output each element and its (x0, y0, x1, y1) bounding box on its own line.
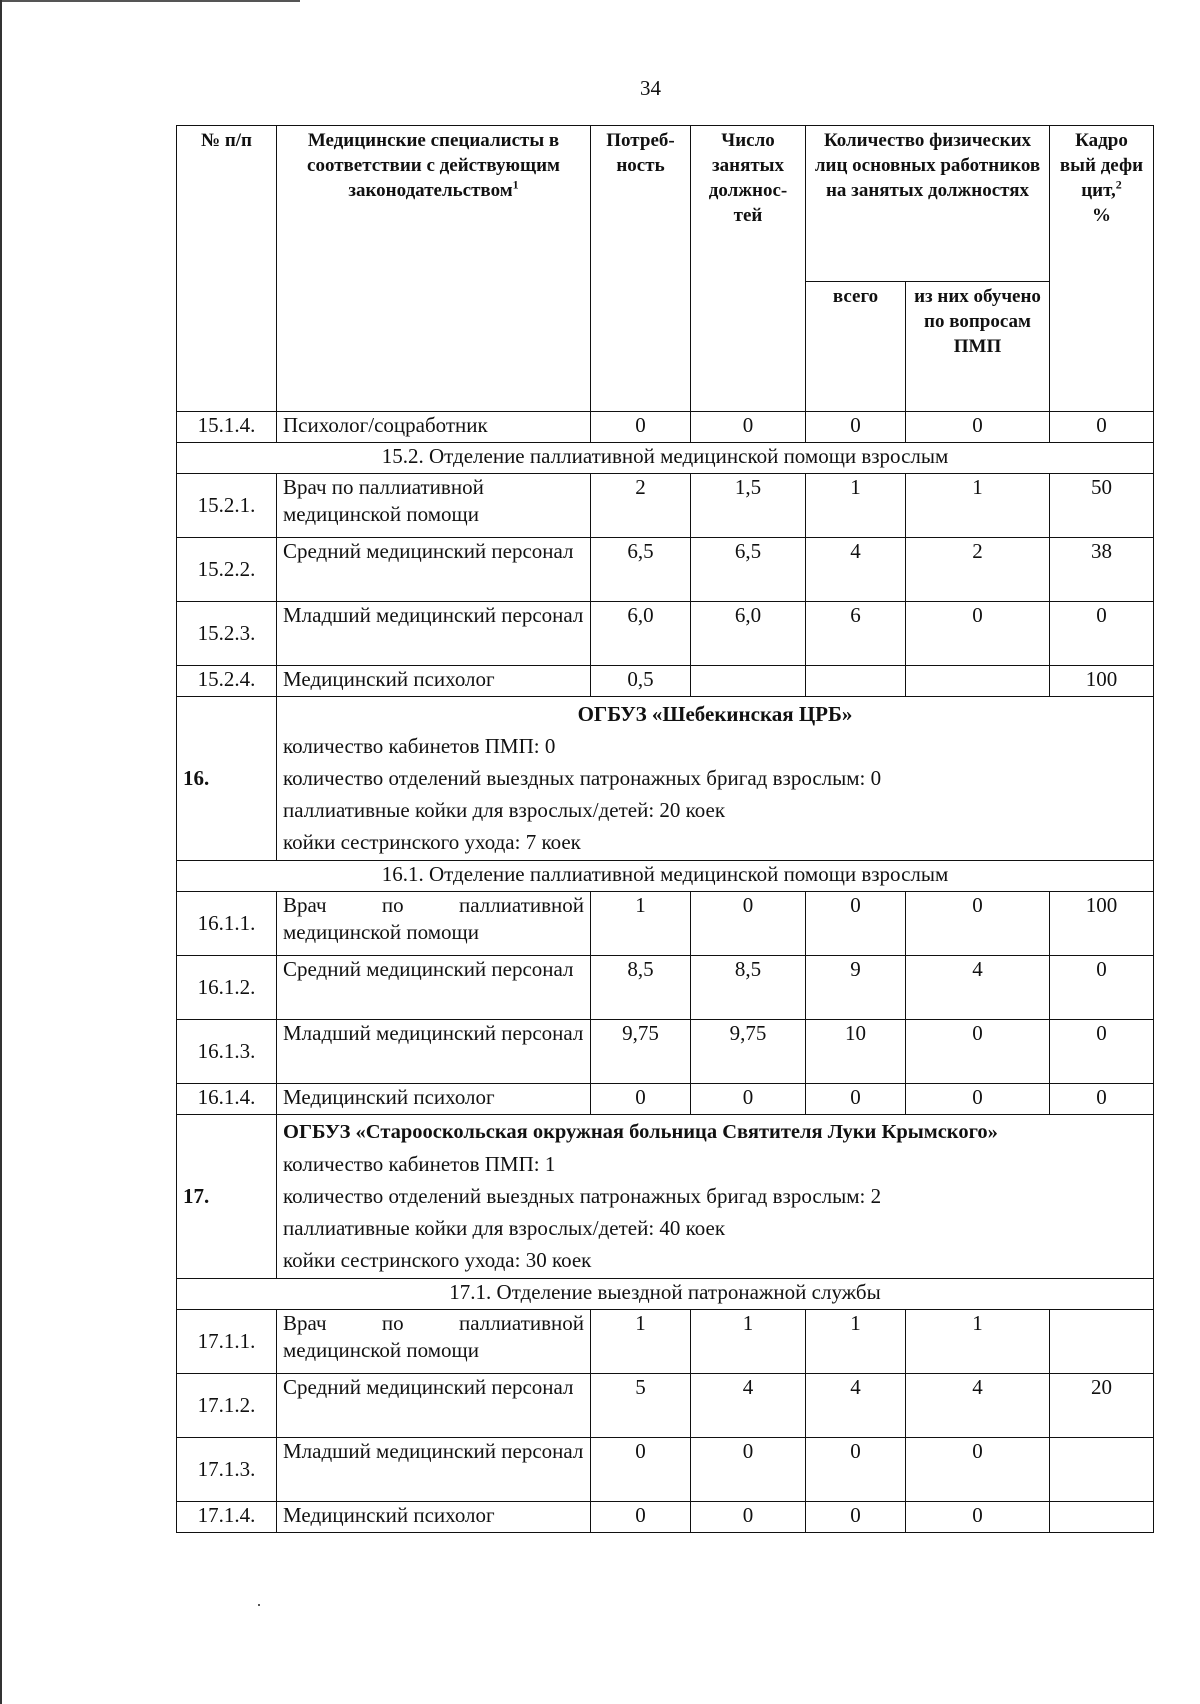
row-num: 16.1.2. (177, 956, 277, 1020)
row-specialist: Медицинский психолог (277, 1084, 591, 1115)
page-number: 34 (640, 76, 661, 100)
header-deficit-text: Кадро вый дефи цит, (1059, 130, 1144, 201)
section-row (177, 861, 1154, 892)
row-total: 9 (806, 956, 906, 1020)
organization-line: койки сестринского ухода: 7 коек (283, 830, 581, 854)
scan-speck (258, 1604, 260, 1606)
row-need: 0 (591, 412, 691, 443)
row-total: 4 (806, 1374, 906, 1438)
row-trained: 0 (906, 1084, 1050, 1115)
scan-edge-top (0, 0, 300, 2)
row-total: 0 (806, 892, 906, 956)
organization-title: ОГБУЗ «Шебекинская ЦРБ» (577, 702, 853, 726)
row-occupied: 0 (691, 892, 806, 956)
row-need: 8,5 (591, 956, 691, 1020)
organization-num: 17. (177, 1115, 277, 1279)
row-trained: 1 (906, 1310, 1050, 1374)
row-occupied: 8,5 (691, 956, 806, 1020)
row-total: 0 (806, 1502, 906, 1533)
organization-row (177, 1115, 1154, 1279)
row-num: 17.1.1. (177, 1310, 277, 1374)
header-deficit-unit: % (1092, 205, 1111, 226)
row-need: 0 (591, 1438, 691, 1502)
row-num: 16.1.1. (177, 892, 277, 956)
header-trained: из них обучено по вопросам ПМП (906, 282, 1050, 412)
row-specialist: Младший медицинский персонал (277, 602, 591, 666)
row-need: 6,0 (591, 602, 691, 666)
row-need: 0 (591, 1502, 691, 1533)
footnote-1-mark: 1 (512, 177, 519, 192)
organization-row (177, 697, 1154, 861)
row-specialist: Врач по паллиативной медицинской помощи (277, 892, 591, 956)
row-need: 2 (591, 474, 691, 538)
row-occupied: 1,5 (691, 474, 806, 538)
header-people: Количество физических лиц основных работников на занятых должностях (806, 126, 1050, 282)
row-deficit: 0 (1050, 602, 1154, 666)
organization-line: паллиативные койки для взрослых/детей: 20 коек (283, 798, 726, 822)
row-deficit: 0 (1050, 412, 1154, 443)
row-num: 17.1.3. (177, 1438, 277, 1502)
row-num: 15.1.4. (177, 412, 277, 443)
row-occupied: 9,75 (691, 1020, 806, 1084)
row-specialist: Медицинский психолог (277, 666, 591, 697)
table-row (177, 1020, 1154, 1084)
row-need: 1 (591, 1310, 691, 1374)
row-specialist: Средний медицинский персонал (277, 1374, 591, 1438)
row-specialist: Врач по паллиативной медицинской помощи (277, 474, 591, 538)
organization-line: количество отделений выездных патронажных бригад взрослым: 2 (283, 1184, 882, 1208)
scan-edge-left (0, 0, 2, 1704)
row-total (806, 666, 906, 697)
table-row (177, 1310, 1154, 1374)
row-num: 15.2.2. (177, 538, 277, 602)
organization-line: количество кабинетов ПМП: 1 (283, 1152, 556, 1176)
row-total: 1 (806, 474, 906, 538)
row-need: 6,5 (591, 538, 691, 602)
table-row (177, 1084, 1154, 1115)
row-occupied: 0 (691, 1502, 806, 1533)
row-num: 17.1.4. (177, 1502, 277, 1533)
row-specialist: Средний медицинский персонал (277, 538, 591, 602)
table-row (177, 538, 1154, 602)
header-total: всего (806, 282, 906, 412)
row-trained: 0 (906, 1502, 1050, 1533)
row-trained: 0 (906, 1020, 1050, 1084)
row-need: 0,5 (591, 666, 691, 697)
row-num: 15.2.4. (177, 666, 277, 697)
row-occupied: 6,0 (691, 602, 806, 666)
organization-line: количество отделений выездных патронажных бригад взрослым: 0 (283, 766, 882, 790)
row-total: 0 (806, 1438, 906, 1502)
table-row (177, 412, 1154, 443)
row-trained: 0 (906, 602, 1050, 666)
row-trained: 0 (906, 1438, 1050, 1502)
row-occupied: 1 (691, 1310, 806, 1374)
row-trained: 0 (906, 412, 1050, 443)
organization-line: паллиативные койки для взрослых/детей: 40 коек (283, 1216, 726, 1240)
table-row (177, 602, 1154, 666)
row-need: 9,75 (591, 1020, 691, 1084)
row-num: 17.1.2. (177, 1374, 277, 1438)
row-specialist: Младший медицинский персонал (277, 1020, 591, 1084)
row-total: 1 (806, 1310, 906, 1374)
header-deficit (1050, 126, 1154, 412)
organization-info (277, 1115, 1154, 1279)
table-row (177, 1438, 1154, 1502)
organization-info (277, 697, 1154, 861)
organization-title: ОГБУЗ «Старооскольская окружная больница Святителя Луки Крымского» (283, 1121, 998, 1143)
staffing-table (176, 125, 1154, 1533)
header-need: Потреб-ность (591, 126, 691, 412)
header-occupied: Число занятых должнос-тей (691, 126, 806, 412)
row-total: 6 (806, 602, 906, 666)
table-row (177, 892, 1154, 956)
row-trained: 4 (906, 1374, 1050, 1438)
table-row (177, 474, 1154, 538)
row-deficit: 100 (1050, 666, 1154, 697)
row-trained: 1 (906, 474, 1050, 538)
row-specialist: Младший медицинский персонал (277, 1438, 591, 1502)
row-specialist: Средний медицинский персонал (277, 956, 591, 1020)
row-need: 5 (591, 1374, 691, 1438)
row-occupied: 6,5 (691, 538, 806, 602)
section-row (177, 1279, 1154, 1310)
row-num: 16.1.3. (177, 1020, 277, 1084)
row-num: 15.2.1. (177, 474, 277, 538)
row-deficit: 100 (1050, 892, 1154, 956)
row-num: 15.2.3. (177, 602, 277, 666)
row-deficit: 50 (1050, 474, 1154, 538)
row-trained (906, 666, 1050, 697)
row-deficit (1050, 1502, 1154, 1533)
section-title: 17.1. Отделение выездной патронажной службы (177, 1279, 1154, 1310)
row-num: 16.1.4. (177, 1084, 277, 1115)
row-deficit: 20 (1050, 1374, 1154, 1438)
row-total: 0 (806, 412, 906, 443)
row-deficit: 0 (1050, 1020, 1154, 1084)
header-specialists (277, 126, 591, 412)
header-row (177, 126, 1154, 282)
section-title: 15.2. Отделение паллиативной медицинской помощи взрослым (177, 443, 1154, 474)
row-specialist: Психолог/соцработник (277, 412, 591, 443)
row-specialist: Врач по паллиативной медицинской помощи (277, 1310, 591, 1374)
row-deficit: 0 (1050, 1084, 1154, 1115)
table-row (177, 1502, 1154, 1533)
organization-line: койки сестринского ухода: 30 коек (283, 1248, 592, 1272)
table-row (177, 666, 1154, 697)
section-title: 16.1. Отделение паллиативной медицинской помощи взрослым (177, 861, 1154, 892)
organization-line: количество кабинетов ПМП: 0 (283, 734, 556, 758)
row-need: 0 (591, 1084, 691, 1115)
row-total: 10 (806, 1020, 906, 1084)
row-occupied: 4 (691, 1374, 806, 1438)
row-total: 0 (806, 1084, 906, 1115)
row-specialist: Медицинский психолог (277, 1502, 591, 1533)
footnote-2-mark: 2 (1115, 177, 1122, 192)
row-trained: 4 (906, 956, 1050, 1020)
table-row (177, 1374, 1154, 1438)
row-occupied: 0 (691, 1084, 806, 1115)
header-num: № п/п (177, 126, 277, 412)
row-deficit (1050, 1438, 1154, 1502)
row-need: 1 (591, 892, 691, 956)
section-row (177, 443, 1154, 474)
row-occupied: 0 (691, 1438, 806, 1502)
row-deficit: 0 (1050, 956, 1154, 1020)
row-occupied (691, 666, 806, 697)
header-specialists-text: Медицинские специалисты в соответствии с действующим законодательством (307, 130, 560, 201)
row-deficit: 38 (1050, 538, 1154, 602)
row-total: 4 (806, 538, 906, 602)
table-row (177, 956, 1154, 1020)
organization-num: 16. (177, 697, 277, 861)
row-trained: 0 (906, 892, 1050, 956)
row-occupied: 0 (691, 412, 806, 443)
row-trained: 2 (906, 538, 1050, 602)
row-deficit (1050, 1310, 1154, 1374)
